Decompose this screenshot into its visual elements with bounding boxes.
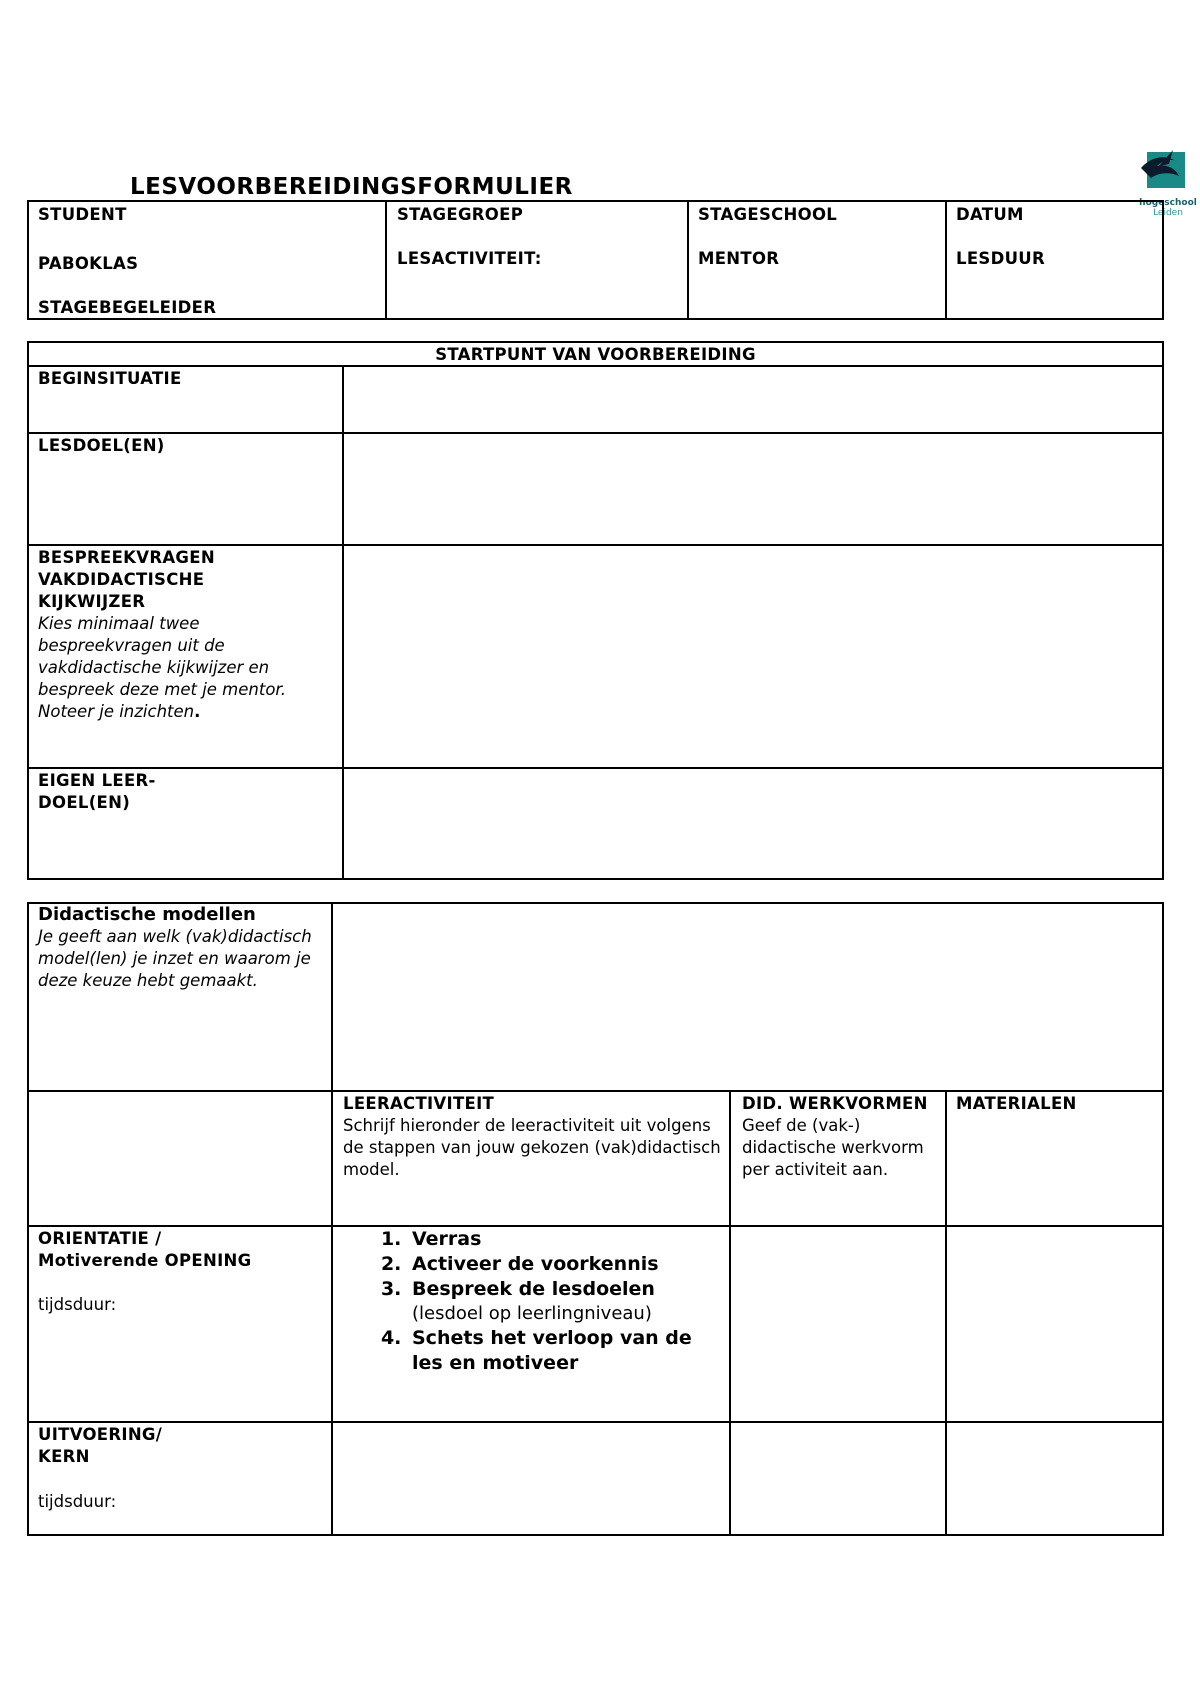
label-orientatie-1: ORIENTATIE / (38, 1229, 162, 1248)
bespreekvragen-instruction-dot: . (194, 702, 201, 721)
orientatie-steps-list (370, 1227, 725, 1376)
header-divider (945, 200, 947, 320)
eigen-leerdoelen-field[interactable] (344, 769, 1162, 878)
label-bespreekvragen-2: VAKDIDACTISCHE (38, 570, 205, 589)
label-orientatie-2: Motiverende OPENING (38, 1251, 252, 1270)
label-leeractiviteit: LEERACTIVITEIT (343, 1094, 495, 1113)
label-lesduur: LESDUUR (956, 249, 1045, 268)
label-stageschool: STAGESCHOOL (698, 205, 838, 224)
label-mentor: MENTOR (698, 249, 780, 268)
list-item (408, 1326, 725, 1376)
label-eigen-leerdoelen-1: EIGEN LEER- (38, 771, 156, 790)
lesdoelen-field[interactable] (344, 434, 1162, 544)
header-divider (385, 200, 387, 320)
didactische-modellen-instruction: Je geeft aan welk (vak)didactisch model(len) je inzet en waarom je deze keuze hebt gemaakt. (38, 927, 312, 990)
list-item (408, 1277, 725, 1326)
label-bespreekvragen-1: BESPREEKVRAGEN (38, 548, 215, 567)
step-verras: Verras (412, 1228, 482, 1250)
label-stagegroep: STAGEGROEP (397, 205, 524, 224)
uitvoering-materialen-field[interactable] (947, 1423, 1162, 1534)
step-bespreek-sub: (lesdoel op leerlingniveau) (412, 1303, 652, 1324)
label-datum: DATUM (956, 205, 1024, 224)
label-tijdsduur-orientatie: tijdsduur: (38, 1295, 117, 1314)
row-divider (27, 1090, 1164, 1092)
logo-text-line1: hogeschool (1139, 198, 1197, 208)
list-item (408, 1227, 725, 1252)
label-didactische-modellen: Didactische modellen (38, 904, 256, 925)
label-tijdsduur-uitvoering: tijdsduur: (38, 1492, 117, 1511)
label-materialen: MATERIALEN (956, 1094, 1077, 1113)
page-title: LESVOORBEREIDINGSFORMULIER (130, 174, 573, 200)
step-schets: Schets het verloop van de les en motiveer (412, 1327, 692, 1374)
uitvoering-werkvormen-field[interactable] (731, 1423, 945, 1534)
werkvormen-instruction: Geef de (vak-) didactische werkvorm per activiteit aan. (742, 1116, 924, 1179)
header-divider (687, 200, 689, 320)
label-werkvormen: DID. WERKVORMEN (742, 1094, 928, 1113)
bespreekvragen-instruction-text: Kies minimaal twee bespreekvragen uit de vakdidactische kijkwijzer en bespreek deze met je mentor. Noteer je inzichten (38, 614, 286, 721)
label-student: STUDENT (38, 205, 127, 224)
label-beginsituatie: BEGINSITUATIE (38, 369, 182, 388)
list-item (408, 1252, 725, 1277)
label-lesdoelen: LESDOEL(EN) (38, 436, 165, 455)
didactische-modellen-field[interactable] (333, 904, 1162, 1090)
beginsituatie-field[interactable] (344, 367, 1162, 432)
label-lesactiviteit: LESACTIVITEIT: (397, 249, 542, 268)
label-paboklas: PABOKLAS (38, 254, 139, 273)
step-activeer: Activeer de voorkennis (412, 1253, 659, 1275)
label-uitvoering-1: UITVOERING/ (38, 1425, 163, 1444)
label-bespreekvragen-3: KIJKWIJZER (38, 592, 146, 611)
bespreekvragen-field[interactable] (344, 546, 1162, 767)
orientatie-werkvormen-field[interactable] (731, 1227, 945, 1421)
startpunt-heading: STARTPUNT VAN VOORBEREIDING (435, 345, 756, 364)
label-eigen-leerdoelen-2: DOEL(EN) (38, 793, 131, 812)
uitvoering-leeractiviteit-field[interactable] (333, 1423, 729, 1534)
leeractiviteit-instruction: Schrijf hieronder de leeractiviteit uit volgens de stappen van jouw gekozen (vak)didactisch model. (343, 1116, 721, 1179)
label-stagebegeleider: STAGEBEGELEIDER (38, 298, 217, 317)
label-uitvoering-2: KERN (38, 1447, 90, 1466)
logo-text-line2: Leiden (1153, 208, 1183, 218)
orientatie-materialen-field[interactable] (947, 1227, 1162, 1421)
logo-bird-icon (1133, 146, 1200, 194)
bespreekvragen-instruction (38, 613, 338, 723)
step-bespreek: Bespreek de lesdoelen (412, 1278, 655, 1300)
